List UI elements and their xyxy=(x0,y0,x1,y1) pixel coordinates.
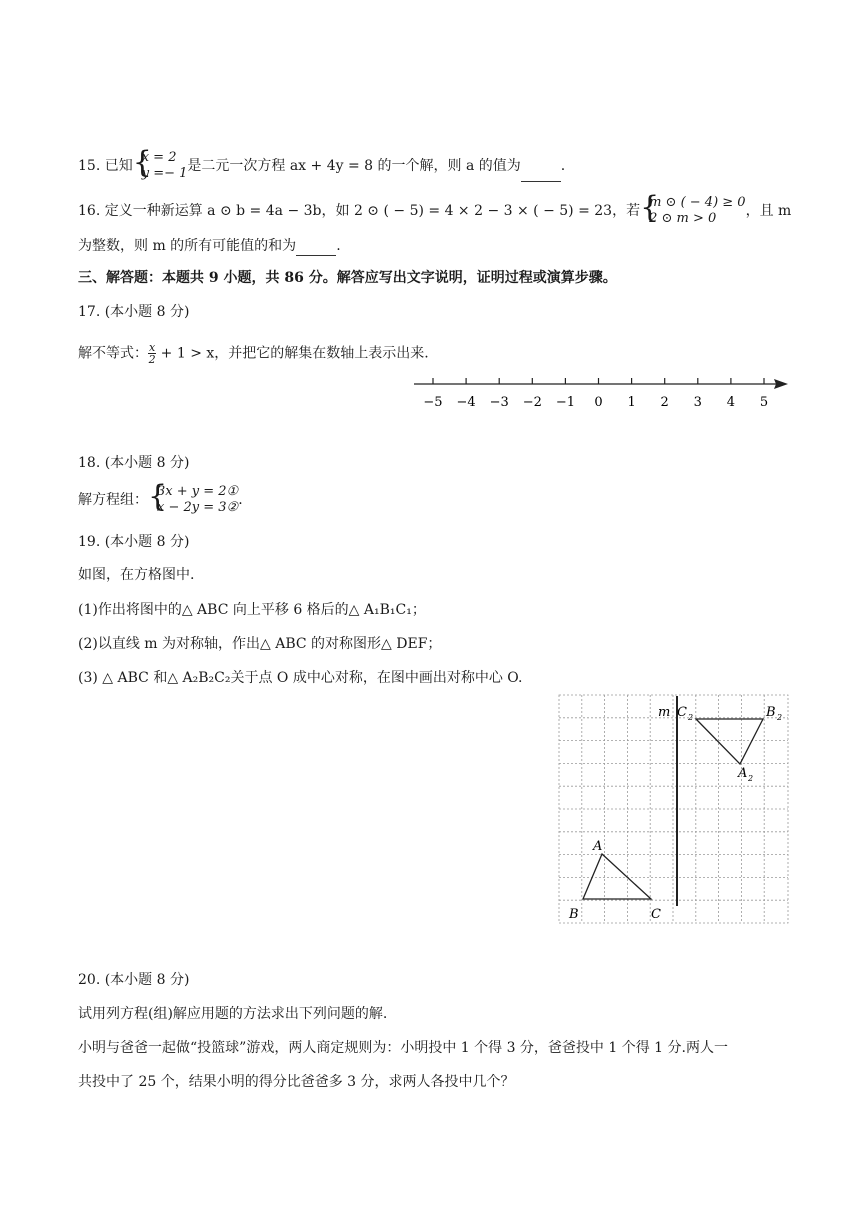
q17-frac-den: 2 xyxy=(148,353,156,366)
grid-border xyxy=(559,695,788,923)
label-a: A xyxy=(593,839,603,854)
q16-text1-end: ，且 m xyxy=(745,203,792,219)
label-b2-sub: 2 xyxy=(777,713,783,722)
q17-frac-num: x xyxy=(149,341,156,354)
q15 xyxy=(78,145,566,182)
q16-ineq1: m ⊙ ( − 4) ≥ 0 xyxy=(649,195,746,210)
grid-figure[interactable] xyxy=(558,694,790,926)
q15-answer-blank[interactable] xyxy=(521,167,561,182)
q18-header: 18. (本小题 8 分) xyxy=(78,455,190,471)
label-c: C xyxy=(651,907,661,922)
number-line-label: 1 xyxy=(627,395,636,410)
q17-header: 17. (本小题 8 分) xyxy=(78,304,190,320)
q16-line2 xyxy=(78,236,341,256)
q19-item1: (1)作出将图中的△ ABC 向上平移 6 格后的△ A₁B₁C₁； xyxy=(78,602,426,618)
section3-title: 三、解答题：本题共 9 小题，共 86 分。解答应写出文字说明，证明过程或演算步骤。 xyxy=(78,270,617,286)
q15-system xyxy=(132,145,188,182)
number-line-label: 2 xyxy=(660,395,669,410)
brace-icon: { xyxy=(132,145,152,180)
q19-item3: (3) △ ABC 和△ A₂B₂C₂关于点 O 成中心对称，在图中画出对称中心 O. xyxy=(78,670,523,686)
number-line-label: 5 xyxy=(759,395,769,410)
q16-system xyxy=(640,190,746,227)
number-line[interactable] xyxy=(0,372,860,412)
label-c2-sub: 2 xyxy=(688,713,694,722)
q17-prefix: 解不等式： xyxy=(78,345,148,362)
number-line-label: 4 xyxy=(726,395,736,410)
q19-item2: (2)以直线 m 为对称轴，作出△ ABC 的对称图形△ DEF； xyxy=(78,636,442,652)
q15-end: . xyxy=(560,158,566,174)
grid-lines xyxy=(559,695,788,923)
number-line-label: −2 xyxy=(522,395,542,410)
q15-number: 15. 已知 xyxy=(78,158,133,174)
q18-prefix: 解方程组： xyxy=(78,492,148,508)
label-a2: A xyxy=(738,766,748,781)
q18-eq1: 3x + y = 2① xyxy=(157,484,239,499)
number-line-label: −3 xyxy=(489,395,509,410)
q16-text1: 16. 定义一种新运算 a ⊙ b = 4a − 3b，如 2 ⊙ ( − 5) = 4 × 2 − 3 × ( − 5) = 23，若 xyxy=(78,203,641,219)
triangle-a2b2c2 xyxy=(696,719,763,764)
number-line-label: 0 xyxy=(594,395,603,410)
label-a2-sub: 2 xyxy=(748,774,754,783)
q19-header: 19. (本小题 8 分) xyxy=(78,534,190,550)
q17-suffix: + 1 > x，并把它的解集在数轴上表示出来. xyxy=(160,345,429,362)
q15-eq2: y =− 1 xyxy=(141,166,188,181)
q17-body xyxy=(78,342,429,365)
q17-fraction xyxy=(148,342,156,365)
q16-answer-blank[interactable] xyxy=(296,241,336,256)
number-line-label: −5 xyxy=(423,395,443,410)
q18-system xyxy=(148,479,239,516)
q16-end: . xyxy=(336,238,341,254)
q18-body xyxy=(78,479,243,516)
brace-icon: { xyxy=(640,190,660,225)
q20-body1: 小明与爸爸一起做“投篮球”游戏，两人商定规则为：小明投中 1 个得 3 分，爸爸投中 1 个得 1 分.两人一 xyxy=(78,1040,728,1056)
q16-ineq2: 2 ⊙ m > 0 xyxy=(649,211,717,226)
label-b2: B xyxy=(766,705,776,720)
q16-line1 xyxy=(78,190,792,227)
q18-eq2: x − 2y = 3② xyxy=(157,500,239,515)
arrow-right-icon xyxy=(774,379,788,389)
number-line-label: −1 xyxy=(555,395,575,410)
label-m: m xyxy=(658,705,671,720)
q18-end: . xyxy=(238,492,243,508)
label-b: B xyxy=(569,907,579,922)
triangle-abc xyxy=(583,854,651,899)
number-line-label: −4 xyxy=(456,395,476,410)
number-line-label: 3 xyxy=(693,395,702,410)
q20-header: 20. (本小题 8 分) xyxy=(78,972,190,988)
q15-text: 是二元一次方程 ax + 4y = 8 的一个解，则 a 的值为 xyxy=(187,158,521,174)
q20-body2: 共投中了 25 个，结果小明的得分比爸爸多 3 分，求两人各投中几个？ xyxy=(78,1074,515,1090)
q16-text2: 为整数，则 m 的所有可能值的和为 xyxy=(78,238,297,254)
q19-intro: 如图，在方格图中. xyxy=(78,567,195,583)
q15-eq1: x = 2 xyxy=(141,150,177,165)
brace-icon: { xyxy=(148,479,168,514)
q20-intro: 试用列方程(组)解应用题的方法求出下列问题的解. xyxy=(78,1006,388,1022)
label-c2: C xyxy=(677,705,687,720)
